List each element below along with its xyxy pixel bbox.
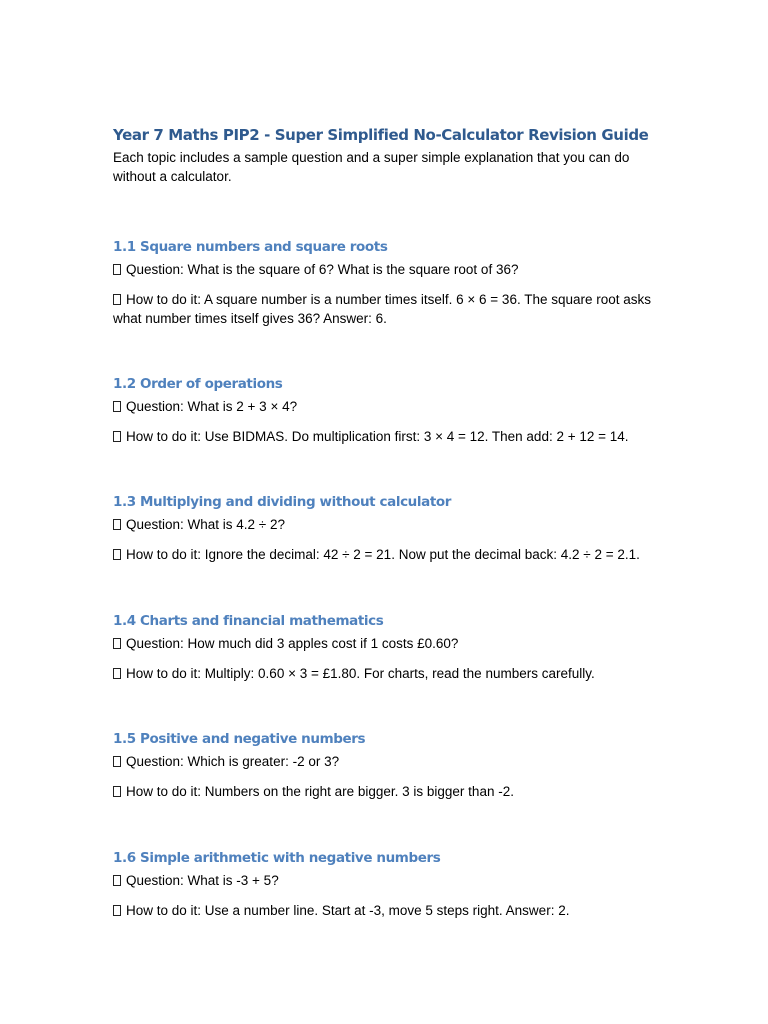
intro-paragraph: Each topic includes a sample question and a super simple explanation that you can do without a calculator.	[113, 150, 630, 184]
checkbox-icon	[113, 401, 121, 412]
section-heading: 1.1 Square numbers and square roots	[113, 239, 388, 255]
question-text: Question: What is -3 + 5?	[126, 873, 279, 888]
section-heading: 1.4 Charts and financial mathematics	[113, 613, 384, 629]
section-heading: 1.5 Positive and negative numbers	[113, 731, 366, 747]
question-text: Question: What is the square of 6? What is the square root of 36?	[126, 262, 519, 277]
section-heading: 1.3 Multiplying and dividing without calculator	[113, 494, 452, 510]
question-line	[113, 260, 673, 279]
howto-text: How to do it: Ignore the decimal: 42 ÷ 2 = 21. Now put the decimal back: 4.2 ÷ 2 = 2.1.	[126, 547, 640, 562]
section-1-6	[113, 849, 673, 920]
checkbox-icon	[113, 756, 121, 767]
checkbox-icon	[113, 638, 121, 649]
section-1-2	[113, 375, 673, 446]
howto-text: How to do it: Numbers on the right are bigger. 3 is bigger than -2.	[126, 784, 514, 799]
question-line	[113, 871, 673, 890]
howto-text: How to do it: A square number is a number times itself. 6 × 6 = 36. The square root asks what number times itself gives 36? Answer: 6.	[113, 292, 652, 326]
checkbox-icon	[113, 905, 121, 916]
question-text: Question: What is 2 + 3 × 4?	[126, 399, 298, 414]
document-title: Year 7 Maths PIP2 - Super Simplified No-Calculator Revision Guide	[113, 126, 649, 144]
howto-line	[113, 545, 673, 564]
checkbox-icon	[113, 519, 121, 530]
section-1-5	[113, 730, 673, 801]
question-text: Question: Which is greater: -2 or 3?	[126, 754, 340, 769]
howto-line	[113, 664, 673, 683]
question-line	[113, 515, 673, 534]
question-text: Question: How much did 3 apples cost if 1 costs £0.60?	[126, 636, 459, 651]
howto-line	[113, 427, 673, 446]
section-1-4	[113, 612, 673, 683]
checkbox-icon	[113, 549, 121, 560]
howto-text: How to do it: Use BIDMAS. Do multiplication first: 3 × 4 = 12. Then add: 2 + 12 = 14.	[126, 429, 629, 444]
question-text: Question: What is 4.2 ÷ 2?	[126, 517, 285, 532]
question-line	[113, 752, 673, 771]
question-line	[113, 397, 673, 416]
howto-line	[113, 290, 673, 328]
howto-line	[113, 901, 673, 920]
question-line	[113, 634, 673, 653]
checkbox-icon	[113, 264, 121, 275]
section-1-1	[113, 238, 673, 328]
checkbox-icon	[113, 786, 121, 797]
section-1-3	[113, 493, 673, 564]
checkbox-icon	[113, 668, 121, 679]
checkbox-icon	[113, 431, 121, 442]
howto-text: How to do it: Multiply: 0.60 × 3 = £1.80. For charts, read the numbers carefully.	[126, 666, 595, 681]
checkbox-icon	[113, 294, 121, 305]
document-page	[113, 125, 673, 918]
section-heading: 1.2 Order of operations	[113, 376, 283, 392]
checkbox-icon	[113, 875, 121, 886]
section-heading: 1.6 Simple arithmetic with negative numbers	[113, 850, 441, 866]
howto-text: How to do it: Use a number line. Start at -3, move 5 steps right. Answer: 2.	[126, 903, 570, 918]
howto-line	[113, 782, 673, 801]
